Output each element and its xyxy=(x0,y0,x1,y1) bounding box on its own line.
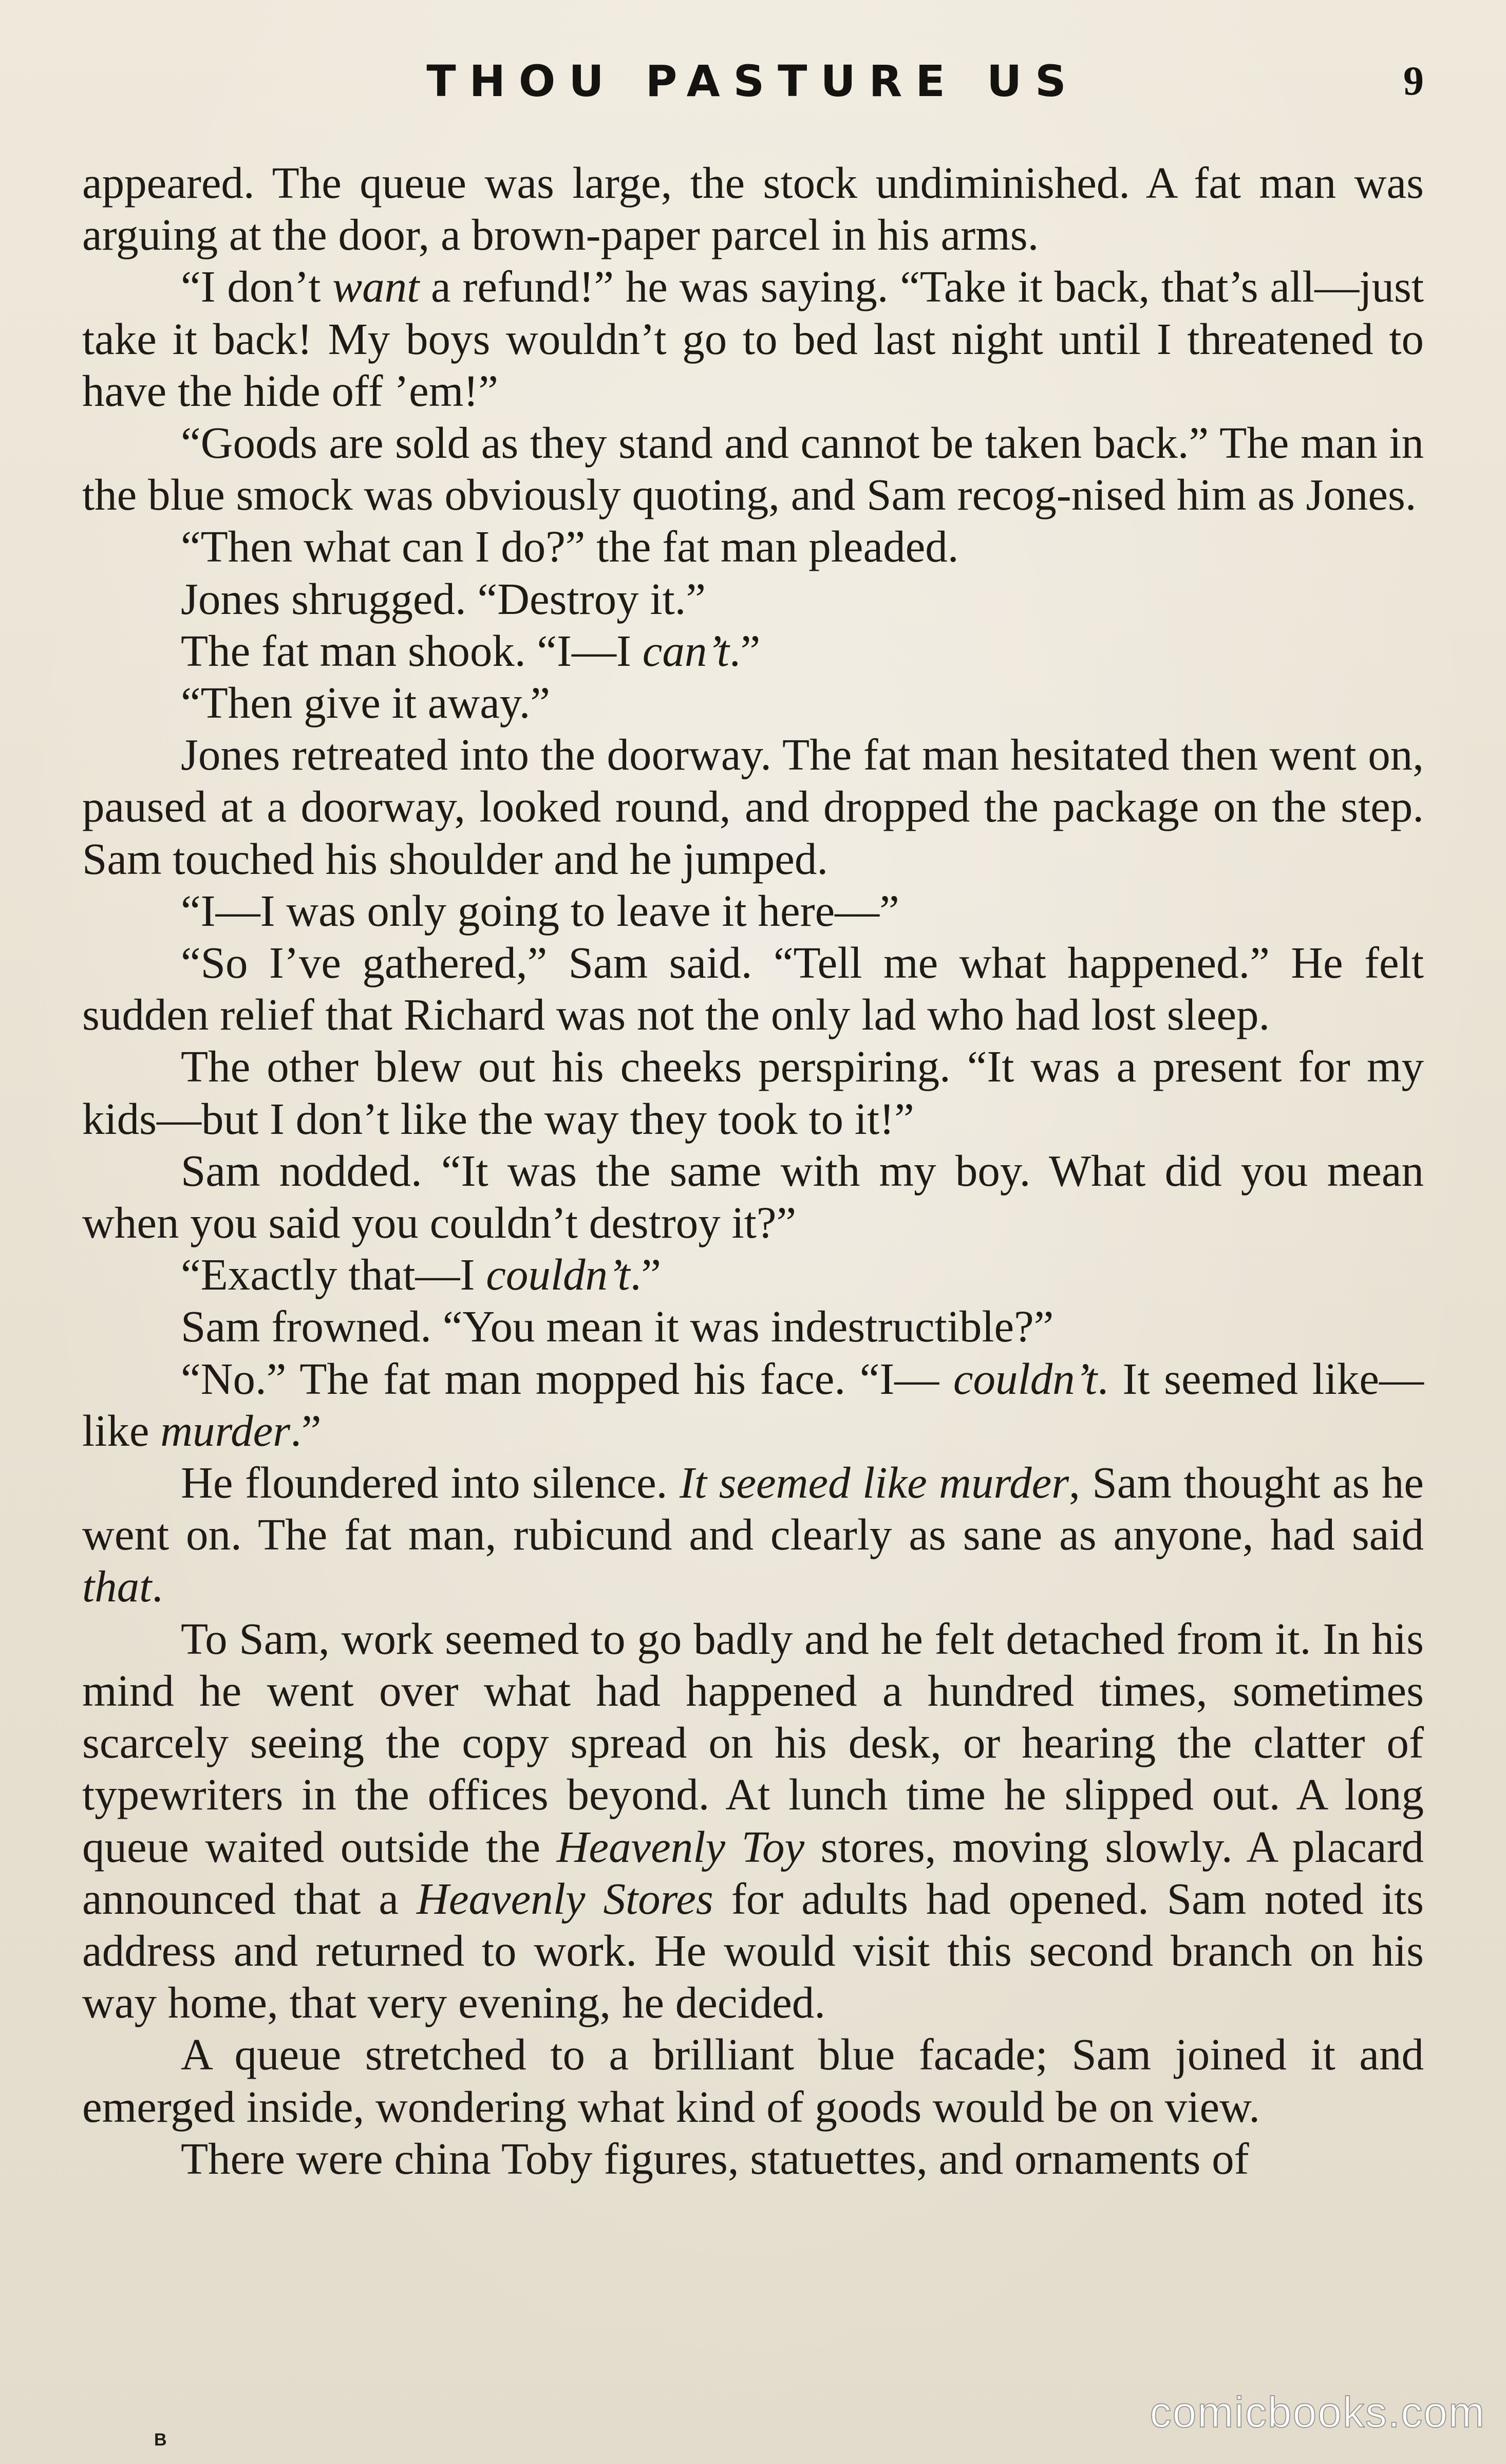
text-run: “Then give it away.” xyxy=(181,678,551,728)
paragraph xyxy=(82,625,1424,677)
text-run: , Sam thought as he went on. The fat man, rubicund and clearly as sane as anyone, had said xyxy=(82,1458,1424,1560)
signature-mark: B xyxy=(154,2430,167,2450)
paragraph xyxy=(82,417,1424,520)
text-run: There were china Toby figures, statuettes, and ornaments of xyxy=(181,2133,1249,2183)
watermark: comicbooks.com xyxy=(1150,2388,1485,2436)
paragraph xyxy=(82,729,1424,885)
text-run: To Sam, work seemed to go badly and he felt detached from it. In his mind he went over what had happened a hundred times, sometimes scarcely seeing the copy spread on his desk, or hearing the clatter of typewriters in the offices beyond. At lunch time he slipped out. A long queue waited outside the xyxy=(82,1613,1424,1872)
text-run: Sam frowned. “You mean it was indestructible?” xyxy=(181,1301,1054,1352)
italic-text: couldn’t xyxy=(486,1249,630,1300)
page-number: 9 xyxy=(1403,59,1424,104)
italic-text: that xyxy=(82,1561,152,1612)
paragraph xyxy=(82,937,1424,1040)
body-text xyxy=(82,157,1424,2185)
italic-text: murder xyxy=(160,1405,291,1455)
paragraph xyxy=(82,2028,1424,2132)
paragraph xyxy=(82,1353,1424,1457)
italic-text: Heavenly Toy xyxy=(556,1821,805,1872)
text-run: “Exactly that—I xyxy=(181,1249,486,1300)
text-run: appeared. The queue was large, the stock undiminished. A fat man was arguing at the door, a brown-paper parcel in his arms. xyxy=(82,158,1424,260)
paragraph xyxy=(82,677,1424,729)
text-run: The fat man shook. “I—I xyxy=(181,625,643,676)
text-run: Jones retreated into the doorway. The fat man hesitated then went on, paused at a doorway, looked round, and dropped the package on the step. Sam touched his shoulder and he jumped. xyxy=(82,730,1424,884)
italic-text: It seemed like murder xyxy=(679,1458,1069,1508)
paragraph xyxy=(82,520,1424,572)
running-head xyxy=(0,50,1506,112)
text-run: A queue stretched to a brilliant blue facade; Sam joined it and emerged inside, wondering what kind of goods would be on view. xyxy=(82,2029,1424,2132)
paragraph xyxy=(82,1457,1424,1613)
text-run: Jones shrugged. “Destroy it.” xyxy=(181,573,706,624)
italic-text: can’t xyxy=(642,625,729,676)
paragraph xyxy=(82,260,1424,417)
text-run: .” xyxy=(630,1249,661,1300)
paragraph xyxy=(82,157,1424,260)
text-run: .” xyxy=(290,1405,322,1455)
text-run: . It seemed like—like xyxy=(82,1353,1424,1455)
italic-text: Heavenly Stores xyxy=(417,1873,713,1924)
text-run: Sam nodded. “It was the same with my boy. What did you mean when you said you couldn’t destroy it?” xyxy=(82,1145,1424,1248)
paragraph xyxy=(82,885,1424,937)
text-run: “No.” The fat man mopped his face. “I— xyxy=(181,1353,953,1404)
paragraph xyxy=(82,2133,1424,2185)
paragraph xyxy=(82,1040,1424,1144)
text-run: “I don’t xyxy=(181,262,333,312)
text-run: “I—I was only going to leave it here—” xyxy=(181,885,899,936)
text-run: a refund!” he was saying. “Take it back, that’s all—just take it back! My boys wouldn’t go to bed last night until I threatened to have the hide off ’em!” xyxy=(82,262,1424,416)
text-run: .” xyxy=(729,625,761,676)
text-run: stores, moving slowly. A placard announced that a xyxy=(82,1821,1424,1924)
italic-text: want xyxy=(332,262,420,312)
text-run: The other blew out his cheeks perspiring. “It was a present for my kids—but I don’t like the way they took to it!” xyxy=(82,1041,1424,1144)
text-run: “Goods are sold as they stand and cannot be taken back.” The man in the blue smock was obviously quoting, and Sam recog-nised him as Jones. xyxy=(82,418,1424,520)
running-title: THOU PASTURE US xyxy=(426,56,1080,106)
paragraph xyxy=(82,573,1424,625)
text-run: for adults had opened. Sam noted its address and returned to work. He would visit this second branch on his way home, that very evening, he decided. xyxy=(82,1873,1424,2028)
text-run: “Then what can I do?” the fat man pleaded. xyxy=(181,521,959,572)
text-run: He floundered into silence. xyxy=(181,1458,680,1508)
paragraph xyxy=(82,1613,1424,2029)
paragraph xyxy=(82,1248,1424,1300)
paragraph xyxy=(82,1300,1424,1352)
paragraph xyxy=(82,1145,1424,1248)
italic-text: couldn’t xyxy=(953,1353,1098,1404)
text-run: “So I’ve gathered,” Sam said. “Tell me what happened.” He felt sudden relief that Richard was not the only lad who had lost sleep. xyxy=(82,938,1424,1040)
text-run: . xyxy=(152,1561,163,1612)
